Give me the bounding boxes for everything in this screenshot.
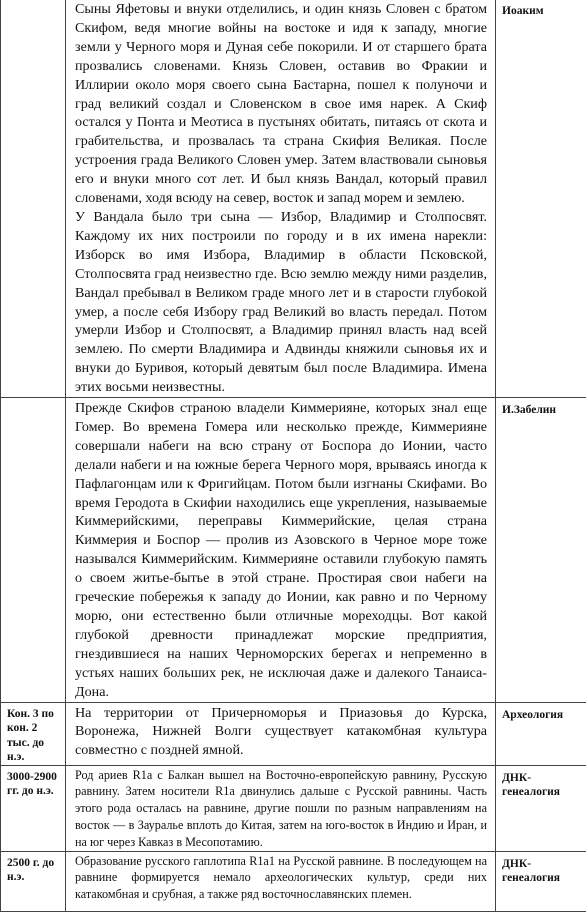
table-row — [1, 765, 586, 851]
source-cell: Иоаким — [496, 0, 586, 398]
date-cell: 3000-2900 гг. до н.э. — [1, 765, 66, 851]
table-row — [1, 0, 586, 398]
paragraph: У Вандала было три сына — Избор, Владимир и Столпосвят. Каждому их них построили по городу и в их имена нарекли: Изборск во имя Избора, Владимир в области Псковской, Столпосвята град неизвестно где. Всю землю между ними разделив, Вандал пребывал в Великом граде много лет и в старости глубокой умер, а после себя Избору град Великий во власть передал. Потом умерли Избор и Столпосвят, а Владимир принял власть над всей землею. По смерти Владимира и Адвинды княжили сыновья их и внуки до Буривоя, который девятым был после Владимира. Имена этих восьми неизвестны. — [75, 208, 487, 397]
source-cell: ДНК-генеалогия — [496, 765, 586, 851]
date-cell — [1, 398, 66, 703]
source-cell: Археология — [496, 702, 586, 765]
text-cell — [66, 765, 496, 851]
source-cell: ДНК-генеалогия — [496, 851, 586, 911]
date-cell: 2500 г. до н.э. — [1, 851, 66, 911]
paragraph: Род ариев R1a с Балкан вышел на Восточно-европейскую равнину, Русскую равнину. Затем носители R1a двинулись дальше с Русской равнины. Часть этого рода осталась на равнине, другие пошли по разным направлениям на восток — в Зауралье вплоть до Китая, затем на юго-восток в Индию и Иран, и на юг через Кавказ в Месопотамию. — [75, 767, 487, 851]
text-cell — [66, 398, 496, 703]
date-cell — [1, 0, 66, 398]
text-cell — [66, 702, 496, 765]
paragraph: Прежде Скифов страною владели Киммерияне, которых знал еще Гомер. Во времена Гомера или несколько прежде, Киммерияне совершали набеги на всю страну от Боспора до Ионии, часто делали набеги и на южные берега Черного моря, врываясь иногда к Пафлагонцам или к Фригийцам. Потом были изгнаны Скифами. Во время Геродота в Скифии находились еще укрепления, называемые Киммерийскими, переправы Киммерийские, целая страна Киммерия и Боспор — пролив из Азовского в Черное море тоже назывался Киммерийским. Киммерияне оставили глубокую память о своем житье-бытье в этой стране. Простирая свои набеги на греческие побережья к западу до Ионии, как равно и по Черному морю, они естественно были отличные мореходцы. Вот какой глубокой древности принадлежат морские предприятия, гнездившиеся на наших Черноморских берегах и непременно в устьях наших больших рек, не исключая даже и далекого Танаиса-Дона. — [75, 399, 487, 702]
paragraph: Образование русского гаплотипа R1a1 на Русской равнине. В последующем на равнине формируется немало археологических культур, среди них катакомбная и срубная, а также ряд восточнославянских племен. — [75, 853, 487, 903]
table-row — [1, 702, 586, 765]
table-row — [1, 398, 586, 703]
text-cell — [66, 851, 496, 911]
text-cell — [66, 0, 496, 398]
paragraph: Сыны Яфетовы и внуки отделились, и один князь Словен с братом Скифом, ведя многие войны на востоке и идя к западу, многие земли у Черного моря и Дуная себе покорили. И от старшего брата прозвались словенами. Князь Словен, оставив во Фракии и Иллирии около моря своего сына Бастарна, пошел к полуночи и град великий создал и Словенском в свое имя нарек. А Скиф остался у Понта и Меотиса в пустынях обитать, питаясь от скота и грабительства, и прозвалась та страна Скифия Великая. После устроения града Великого Словен умер. Затем властвовали сыновья его и внуки много сот лет. И был князь Вандал, который правил словенами, ходя всюду на север, восток и запад морем и землею. — [75, 0, 487, 208]
date-cell: Кон. 3 по кон. 2 тыс. до н.э. — [1, 702, 66, 765]
source-cell: И.Забелин — [496, 398, 586, 703]
paragraph: На территории от Причерноморья и Приазовья до Курска, Воронежа, Нижней Волги существует катакомбная культура совместно с поздней ямной. — [75, 704, 487, 761]
table-row — [1, 851, 586, 911]
